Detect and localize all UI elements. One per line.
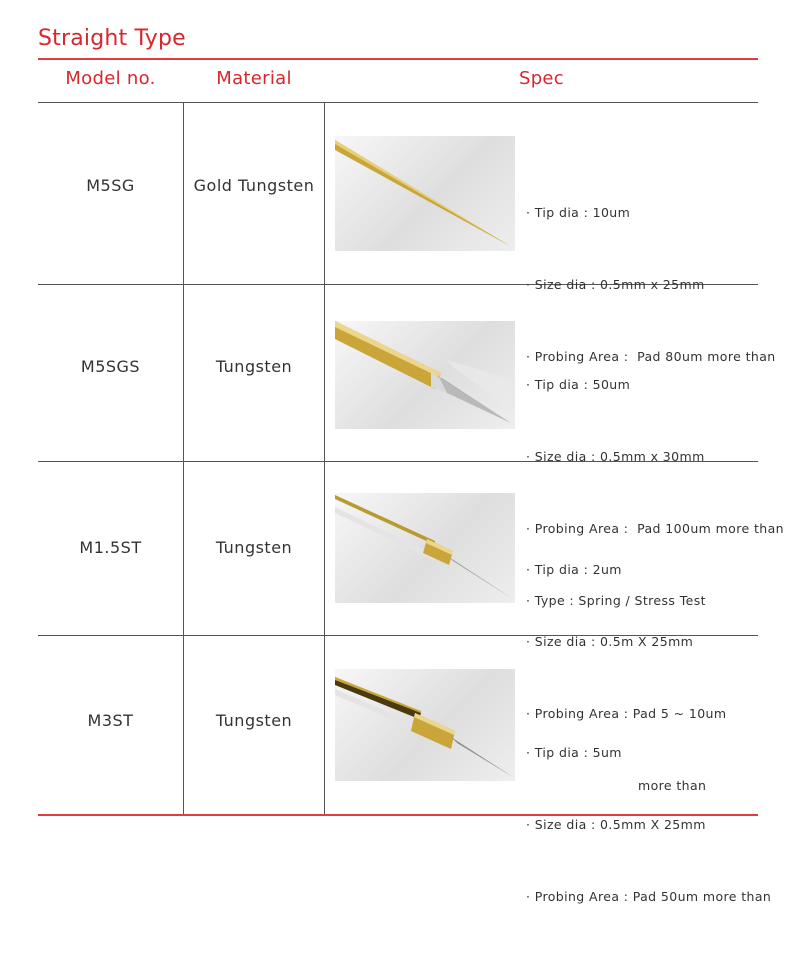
material-cell: Tungsten — [215, 538, 293, 557]
spec-line: · Probing Area : Pad 5 ~ 10um — [526, 706, 727, 721]
model-cell: M3ST — [87, 711, 134, 730]
spec-line: · Type : Spring / Stress Test — [526, 593, 706, 608]
spec-line: · Tip dia : 2um — [526, 562, 622, 577]
page-title: Straight Type — [38, 26, 186, 51]
spec-line: · Probing Area : Pad 50um more than — [526, 889, 772, 904]
material-cell: Tungsten — [215, 357, 293, 376]
spec-line: · Tip dia : 50um — [526, 377, 631, 392]
model-cell: M5SG — [86, 176, 135, 195]
header-model: Model no. — [65, 68, 156, 89]
spec-line: · Size dia : 0.5m X 25mm — [526, 634, 694, 649]
material-cell: Gold Tungsten — [193, 176, 315, 195]
gold-tapered-probe-icon — [335, 136, 515, 251]
spec-line: · Size dia : 0.5mm X 25mm — [526, 817, 706, 832]
table-row — [38, 636, 772, 904]
sleeved-probe-icon — [335, 669, 515, 781]
header-material: Material — [216, 68, 292, 89]
spec-line: · Probing Area : Pad 100um more than — [526, 521, 784, 536]
spec-line: · Size dia : 0.5mm x 30mm — [526, 449, 705, 464]
spec-line: more than — [638, 778, 707, 793]
header-spec: Spec — [518, 68, 565, 89]
sleeved-probe-icon — [335, 493, 515, 603]
spec-line: · Size dia : 0.5mm x 25mm — [526, 277, 705, 292]
spring-probe-icon — [335, 321, 515, 429]
material-cell: Tungsten — [215, 711, 293, 730]
spec-line: · Tip dia : 10um — [526, 205, 631, 220]
spec-line: · Tip dia : 5um — [526, 745, 622, 760]
table-row — [38, 103, 776, 364]
spec-line: · Probing Area : Pad 80um more than — [526, 349, 776, 364]
table-top-rule — [38, 58, 758, 60]
model-cell: M1.5ST — [79, 538, 142, 557]
model-cell: M5SGS — [80, 357, 141, 376]
spec-list — [526, 693, 771, 957]
